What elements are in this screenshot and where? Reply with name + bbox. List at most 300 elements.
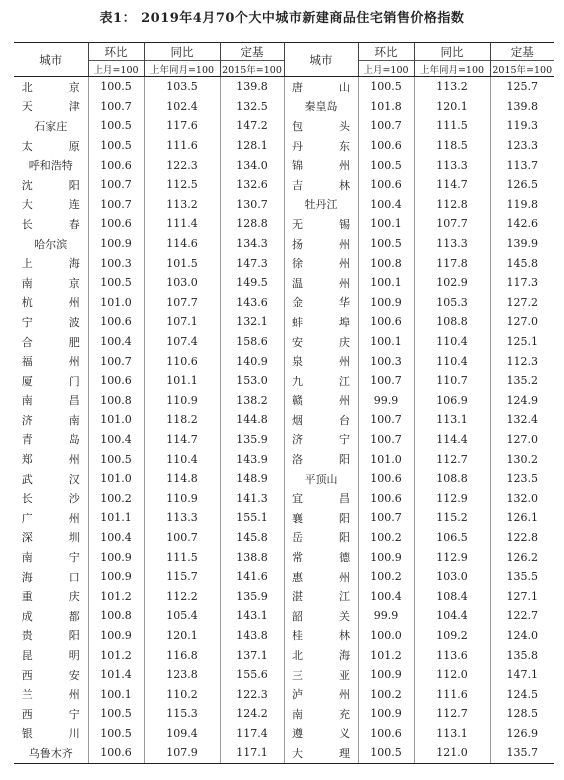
city-name: 泉 州 — [292, 355, 350, 369]
base-cell: 113.7 — [490, 155, 554, 175]
mom-cell: 100.5 — [88, 704, 144, 724]
city-cell — [14, 136, 88, 156]
base-cell: 143.1 — [220, 606, 284, 626]
mom-cell: 101.4 — [88, 665, 144, 685]
yoy-cell: 117.6 — [144, 116, 220, 136]
city-cell — [284, 567, 358, 587]
city-name: 乌鲁木齐 — [28, 746, 73, 760]
city-cell — [284, 665, 358, 685]
city-cell — [284, 253, 358, 273]
mom-cell: 101.2 — [358, 645, 414, 665]
mom-cell: 101.8 — [358, 97, 414, 117]
yoy-cell: 113.1 — [414, 410, 490, 430]
base-cell: 141.6 — [220, 567, 284, 587]
header-mom-sub: 上月=100 — [358, 61, 414, 77]
city-cell — [14, 665, 88, 685]
yoy-cell: 110.9 — [144, 391, 220, 411]
city-name: 安 庆 — [292, 335, 350, 349]
mom-cell: 100.5 — [88, 116, 144, 136]
yoy-cell: 110.2 — [144, 684, 220, 704]
city-name: 无 锡 — [292, 217, 350, 231]
city-cell — [14, 175, 88, 195]
table-row — [14, 645, 554, 665]
city-cell — [284, 606, 358, 626]
mom-cell: 100.6 — [358, 312, 414, 332]
table-row — [14, 293, 554, 313]
city-cell — [284, 175, 358, 195]
city-name: 广 州 — [21, 511, 80, 525]
mom-cell: 100.5 — [358, 743, 414, 763]
yoy-cell: 112.9 — [414, 488, 490, 508]
city-name: 济 宁 — [292, 433, 350, 447]
base-cell: 124.2 — [220, 704, 284, 724]
city-name: 桂 林 — [292, 629, 350, 643]
base-cell: 128.5 — [490, 704, 554, 724]
city-cell — [14, 743, 88, 763]
city-cell — [14, 371, 88, 391]
base-cell: 119.3 — [490, 116, 554, 136]
city-cell — [14, 332, 88, 352]
yoy-cell: 114.4 — [414, 430, 490, 450]
city-cell — [284, 645, 358, 665]
table-row — [14, 665, 554, 685]
city-name: 湛 江 — [292, 590, 350, 604]
base-cell: 139.8 — [490, 97, 554, 117]
base-cell: 119.8 — [490, 195, 554, 215]
city-cell — [14, 273, 88, 293]
mom-cell: 100.6 — [358, 175, 414, 195]
yoy-cell: 113.6 — [414, 645, 490, 665]
base-cell: 126.1 — [490, 508, 554, 528]
yoy-cell: 114.7 — [414, 175, 490, 195]
city-cell — [14, 214, 88, 234]
base-cell: 124.5 — [490, 684, 554, 704]
city-name: 南 宁 — [21, 551, 80, 565]
yoy-cell: 117.8 — [414, 253, 490, 273]
yoy-cell: 110.9 — [144, 488, 220, 508]
yoy-cell: 116.8 — [144, 645, 220, 665]
city-cell — [284, 293, 358, 313]
yoy-cell: 113.3 — [414, 234, 490, 254]
yoy-cell: 114.7 — [144, 430, 220, 450]
yoy-cell: 123.8 — [144, 665, 220, 685]
yoy-cell: 111.4 — [144, 214, 220, 234]
table-row — [14, 332, 554, 352]
yoy-cell: 108.8 — [414, 312, 490, 332]
city-cell — [284, 351, 358, 371]
base-cell: 124.9 — [490, 391, 554, 411]
yoy-cell: 103.0 — [414, 567, 490, 587]
city-name: 金 华 — [292, 296, 350, 310]
city-name: 杭 州 — [21, 296, 80, 310]
city-cell — [284, 684, 358, 704]
mom-cell: 100.9 — [88, 567, 144, 587]
mom-cell: 101.1 — [88, 508, 144, 528]
yoy-cell: 113.3 — [144, 508, 220, 528]
mom-cell: 100.9 — [358, 293, 414, 313]
mom-cell: 100.5 — [88, 724, 144, 744]
city-name: 西 安 — [21, 668, 80, 682]
table-row — [14, 410, 554, 430]
city-name: 兰 州 — [21, 688, 80, 702]
base-cell: 132.6 — [220, 175, 284, 195]
base-cell: 128.1 — [220, 136, 284, 156]
mom-cell: 101.0 — [88, 469, 144, 489]
city-cell — [14, 391, 88, 411]
base-cell: 122.8 — [490, 528, 554, 548]
mom-cell: 100.1 — [358, 214, 414, 234]
table-row — [14, 508, 554, 528]
city-name: 贵 阳 — [21, 629, 80, 643]
header-mom-sub: 上月=100 — [88, 61, 144, 77]
city-name: 秦皇岛 — [304, 100, 338, 114]
base-cell: 123.5 — [490, 469, 554, 489]
yoy-cell: 107.1 — [144, 312, 220, 332]
mom-cell: 100.9 — [88, 234, 144, 254]
city-cell — [14, 116, 88, 136]
mom-cell: 100.4 — [88, 528, 144, 548]
base-cell: 127.1 — [490, 586, 554, 606]
city-cell — [14, 77, 88, 97]
table-row — [14, 430, 554, 450]
yoy-cell: 102.4 — [144, 97, 220, 117]
yoy-cell: 110.7 — [414, 371, 490, 391]
table-row — [14, 547, 554, 567]
city-name: 三 亚 — [292, 668, 350, 682]
city-name: 深 圳 — [21, 531, 80, 545]
city-name: 郑 州 — [21, 453, 80, 467]
city-cell — [14, 449, 88, 469]
table-row — [14, 743, 554, 763]
yoy-cell: 110.6 — [144, 351, 220, 371]
table-row — [14, 97, 554, 117]
yoy-cell: 112.7 — [414, 449, 490, 469]
base-cell: 135.9 — [220, 586, 284, 606]
city-name: 蚌 埠 — [292, 315, 350, 329]
city-cell — [284, 77, 358, 97]
base-cell: 126.2 — [490, 547, 554, 567]
mom-cell: 100.5 — [88, 449, 144, 469]
base-cell: 125.7 — [490, 77, 554, 97]
city-name: 上 海 — [21, 257, 80, 271]
mom-cell: 100.2 — [358, 567, 414, 587]
city-name: 锦 州 — [292, 159, 350, 173]
mom-cell: 101.2 — [88, 645, 144, 665]
city-cell — [284, 449, 358, 469]
city-cell — [284, 469, 358, 489]
base-cell: 126.5 — [490, 175, 554, 195]
base-cell: 144.8 — [220, 410, 284, 430]
base-cell: 143.6 — [220, 293, 284, 313]
header-base-sub: 2015年=100 — [490, 61, 554, 77]
city-name: 扬 州 — [292, 237, 350, 251]
yoy-cell: 120.1 — [144, 626, 220, 646]
yoy-cell: 121.0 — [414, 743, 490, 763]
yoy-cell: 111.5 — [414, 116, 490, 136]
yoy-cell: 105.3 — [414, 293, 490, 313]
city-name: 天 津 — [21, 100, 80, 114]
yoy-cell: 113.1 — [414, 724, 490, 744]
yoy-cell: 101.1 — [144, 371, 220, 391]
city-cell — [14, 724, 88, 744]
header-city: 城市 — [14, 43, 88, 77]
city-name: 九 江 — [292, 374, 350, 388]
base-cell: 140.9 — [220, 351, 284, 371]
base-cell: 130.7 — [220, 195, 284, 215]
base-cell: 127.2 — [490, 293, 554, 313]
base-cell: 128.8 — [220, 214, 284, 234]
header-base: 定基 — [220, 43, 284, 61]
base-cell: 135.2 — [490, 371, 554, 391]
mom-cell: 100.1 — [358, 332, 414, 352]
table-row — [14, 704, 554, 724]
yoy-cell: 115.3 — [144, 704, 220, 724]
yoy-cell: 103.0 — [144, 273, 220, 293]
yoy-cell: 109.4 — [144, 724, 220, 744]
yoy-cell: 111.6 — [414, 684, 490, 704]
base-cell: 122.3 — [220, 684, 284, 704]
base-cell: 143.9 — [220, 449, 284, 469]
yoy-cell: 115.2 — [414, 508, 490, 528]
mom-cell: 100.9 — [358, 547, 414, 567]
city-cell — [14, 430, 88, 450]
base-cell: 155.1 — [220, 508, 284, 528]
city-cell — [284, 626, 358, 646]
table-title: 表1： 2019年4月70个大中城市新建商品住宅销售价格指数 — [99, 11, 465, 26]
yoy-cell: 111.6 — [144, 136, 220, 156]
city-name: 青 岛 — [21, 433, 80, 447]
city-cell — [14, 469, 88, 489]
mom-cell: 99.9 — [358, 606, 414, 626]
city-cell — [284, 743, 358, 763]
yoy-cell: 111.5 — [144, 547, 220, 567]
city-cell — [284, 391, 358, 411]
yoy-cell: 115.7 — [144, 567, 220, 587]
table-row — [14, 253, 554, 273]
city-name: 丹 东 — [292, 139, 350, 153]
city-name: 武 汉 — [21, 472, 80, 486]
table-row — [14, 567, 554, 587]
base-cell: 138.8 — [220, 547, 284, 567]
mom-cell: 100.2 — [88, 488, 144, 508]
city-cell — [284, 430, 358, 450]
city-cell — [14, 195, 88, 215]
city-cell — [284, 234, 358, 254]
header-yoy-sub: 上年同月=100 — [414, 61, 490, 77]
yoy-cell: 110.4 — [414, 351, 490, 371]
city-name: 重 庆 — [21, 590, 80, 604]
yoy-cell: 113.2 — [414, 77, 490, 97]
base-cell: 145.8 — [490, 253, 554, 273]
mom-cell: 100.5 — [358, 234, 414, 254]
mom-cell: 101.0 — [88, 293, 144, 313]
city-cell — [14, 253, 88, 273]
yoy-cell: 108.8 — [414, 469, 490, 489]
city-cell — [284, 508, 358, 528]
city-cell — [14, 626, 88, 646]
city-cell — [14, 488, 88, 508]
mom-cell: 100.6 — [358, 724, 414, 744]
city-cell — [284, 488, 358, 508]
city-cell — [14, 155, 88, 175]
city-name: 徐 州 — [292, 257, 350, 271]
base-cell: 127.0 — [490, 430, 554, 450]
mom-cell: 100.6 — [88, 312, 144, 332]
yoy-cell: 112.8 — [414, 195, 490, 215]
table-row — [14, 351, 554, 371]
city-name: 长 春 — [21, 217, 80, 231]
city-name: 包 头 — [292, 119, 350, 133]
table-row — [14, 214, 554, 234]
base-cell: 135.7 — [490, 743, 554, 763]
mom-cell: 101.2 — [88, 586, 144, 606]
mom-cell: 100.7 — [358, 430, 414, 450]
city-name: 南 京 — [21, 276, 80, 290]
mom-cell: 100.7 — [88, 97, 144, 117]
city-cell — [284, 195, 358, 215]
mom-cell: 100.6 — [88, 155, 144, 175]
city-cell — [14, 312, 88, 332]
city-cell — [14, 293, 88, 313]
yoy-cell: 100.7 — [144, 528, 220, 548]
city-cell — [14, 645, 88, 665]
base-cell: 153.0 — [220, 371, 284, 391]
city-name: 宁 波 — [21, 315, 80, 329]
table-row — [14, 606, 554, 626]
base-cell: 126.9 — [490, 724, 554, 744]
city-name: 牡丹江 — [304, 198, 338, 212]
table-row — [14, 77, 554, 97]
city-name: 大 理 — [292, 746, 350, 760]
city-name: 赣 州 — [292, 394, 350, 408]
city-cell — [284, 371, 358, 391]
city-cell — [284, 136, 358, 156]
city-name: 昆 明 — [21, 649, 80, 663]
mom-cell: 101.0 — [88, 410, 144, 430]
city-name: 合 肥 — [21, 335, 80, 349]
city-cell — [14, 547, 88, 567]
header-base-sub: 2015年=100 — [220, 61, 284, 77]
city-cell — [284, 116, 358, 136]
yoy-cell: 110.4 — [414, 332, 490, 352]
yoy-cell: 110.4 — [144, 449, 220, 469]
city-name: 遵 义 — [292, 727, 350, 741]
base-cell: 158.6 — [220, 332, 284, 352]
city-cell — [284, 332, 358, 352]
yoy-cell: 118.2 — [144, 410, 220, 430]
table-body — [14, 77, 554, 764]
mom-cell: 99.9 — [358, 391, 414, 411]
mom-cell: 100.6 — [358, 488, 414, 508]
yoy-cell: 104.4 — [414, 606, 490, 626]
yoy-cell: 101.5 — [144, 253, 220, 273]
city-name: 惠 州 — [292, 570, 350, 584]
base-cell: 143.8 — [220, 626, 284, 646]
base-cell: 132.5 — [220, 97, 284, 117]
mom-cell: 100.9 — [88, 626, 144, 646]
city-name: 石家庄 — [34, 119, 68, 133]
city-name: 成 都 — [21, 609, 80, 623]
base-cell: 145.8 — [220, 528, 284, 548]
city-name: 海 口 — [21, 570, 80, 584]
base-cell: 132.4 — [490, 410, 554, 430]
city-name: 大 连 — [21, 198, 80, 212]
base-cell: 134.0 — [220, 155, 284, 175]
header-city: 城市 — [284, 43, 358, 77]
base-cell: 155.6 — [220, 665, 284, 685]
table-row — [14, 391, 554, 411]
mom-cell: 100.6 — [88, 214, 144, 234]
city-name: 洛 阳 — [292, 453, 350, 467]
city-name: 烟 台 — [292, 413, 350, 427]
city-name: 泸 州 — [292, 688, 350, 702]
base-cell: 134.3 — [220, 234, 284, 254]
header-base: 定基 — [490, 43, 554, 61]
city-cell — [14, 410, 88, 430]
yoy-cell: 112.9 — [414, 547, 490, 567]
mom-cell: 100.5 — [88, 273, 144, 293]
header-yoy: 同比 — [144, 43, 220, 61]
city-name: 长 沙 — [21, 492, 80, 506]
yoy-cell: 112.5 — [144, 175, 220, 195]
city-name: 银 川 — [21, 727, 80, 741]
yoy-cell: 114.8 — [144, 469, 220, 489]
city-cell — [14, 528, 88, 548]
header-mom: 环比 — [88, 43, 144, 61]
header-yoy-sub: 上年同月=100 — [144, 61, 220, 77]
city-name: 哈尔滨 — [34, 237, 68, 251]
city-name: 温 州 — [292, 276, 350, 290]
base-cell: 132.1 — [220, 312, 284, 332]
base-cell: 141.3 — [220, 488, 284, 508]
yoy-cell: 112.2 — [144, 586, 220, 606]
yoy-cell: 107.7 — [414, 214, 490, 234]
city-cell — [14, 97, 88, 117]
table-row — [14, 488, 554, 508]
city-name: 吉 林 — [292, 178, 350, 192]
yoy-cell: 113.3 — [414, 155, 490, 175]
yoy-cell: 103.5 — [144, 77, 220, 97]
city-name: 呼和浩特 — [28, 159, 73, 173]
city-cell — [284, 214, 358, 234]
city-name: 襄 阳 — [292, 511, 350, 525]
mom-cell: 101.0 — [358, 449, 414, 469]
city-cell — [284, 586, 358, 606]
yoy-cell: 107.9 — [144, 743, 220, 763]
mom-cell: 100.7 — [358, 116, 414, 136]
price-index-table — [14, 42, 554, 764]
base-cell: 142.6 — [490, 214, 554, 234]
mom-cell: 100.4 — [358, 195, 414, 215]
base-cell: 147.1 — [490, 665, 554, 685]
mom-cell: 100.8 — [88, 391, 144, 411]
city-name: 岳 阳 — [292, 531, 350, 545]
city-name: 沈 阳 — [21, 178, 80, 192]
base-cell: 117.3 — [490, 273, 554, 293]
yoy-cell: 106.9 — [414, 391, 490, 411]
mom-cell: 100.7 — [358, 371, 414, 391]
city-name: 北 海 — [292, 649, 350, 663]
city-name: 北 京 — [21, 80, 80, 94]
city-name: 太 原 — [21, 139, 80, 153]
table-row — [14, 626, 554, 646]
mom-cell: 100.0 — [358, 626, 414, 646]
base-cell: 139.9 — [490, 234, 554, 254]
city-name: 唐 山 — [292, 80, 350, 94]
mom-cell: 100.2 — [358, 684, 414, 704]
mom-cell: 100.2 — [358, 528, 414, 548]
mom-cell: 100.7 — [358, 508, 414, 528]
